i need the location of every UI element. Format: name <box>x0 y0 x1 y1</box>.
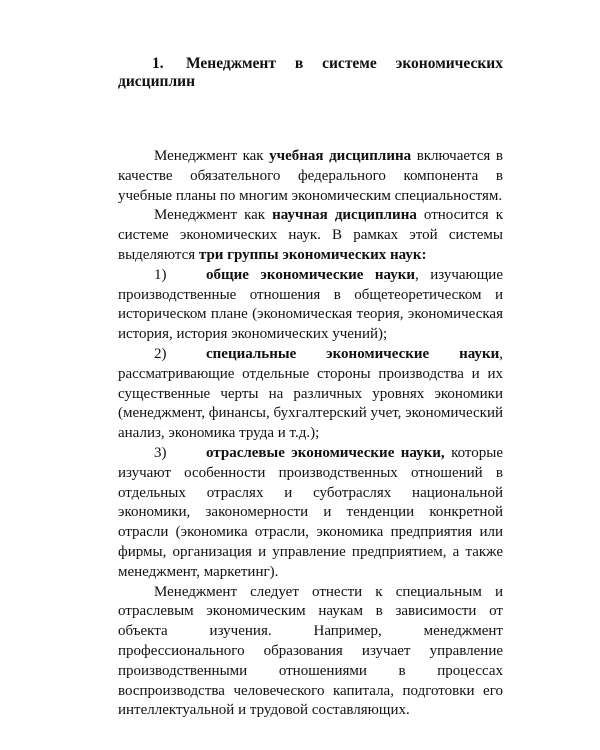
paragraph-2-text-middle: относится к системе экономических наук. В рамках этой системы выделяются <box>118 207 503 263</box>
list-item-text: , рассматривающие отдельные стороны производства и их существенные черты на различных уровнях экономики (менеджмент, финансы, бухгалтерский учет, экономический анализ, экономика труда и т.д.); <box>118 345 503 442</box>
list-item <box>118 444 503 583</box>
section-number: 1. <box>152 55 164 72</box>
paragraph-1-bold-term: учебная дисциплина <box>269 148 412 164</box>
list-item-bold-term: специальные экономические науки <box>206 345 500 362</box>
list-item-text: которые изучают особенности производственных отношений в отдельных отраслях и суботраслях национальной экономики, закономерности и тенденции конкретной отрасли (экономика отрасли, экономика предприятия или фирмы, организация и управление предприятием, а также менеджмент, маркетинг). <box>118 444 503 580</box>
paragraph-2-bold-groups: три группы экономических наук: <box>198 246 427 263</box>
paragraph-1 <box>118 147 503 206</box>
list-item <box>118 345 503 444</box>
section-heading <box>118 55 503 91</box>
paragraph-2-bold-term: научная дисциплина <box>272 207 417 224</box>
paragraph-1-text-start: Менеджмент как <box>154 148 270 164</box>
paragraph-2 <box>118 206 503 265</box>
paragraph-1-text-end: включается в качестве обязательного федерального компонента в учебные планы по многим экономическим специальностям. <box>118 148 503 204</box>
list-item <box>118 266 503 345</box>
document-body <box>118 147 503 721</box>
list-item-text: , изучающие производственные отношения в общетеоретическом и историческом плане (экономическая теория, экономическая история, история экономических учений); <box>118 266 503 343</box>
document-page <box>118 55 503 721</box>
list-item-number: 1) <box>154 266 167 283</box>
list-item-bold-term: общие экономические науки <box>206 266 416 283</box>
paragraph-3: Менеджмент следует отнести к специальным и отраслевым экономическим наукам в зависимости от объекта изучения. Например, менеджмент профессионального образования изучает управление производственными отношениями в процессах воспроизводства человеческого капитала, подготовки его интеллектуальной и трудовой составляющих. <box>118 583 503 719</box>
section-title: Менеджмент в системе экономических дисциплин <box>118 55 503 90</box>
paragraph-2-text-start: Менеджмент как <box>154 207 273 224</box>
list-item-number: 3) <box>154 444 167 461</box>
list-item-number: 2) <box>154 345 167 362</box>
list-item-bold-term: отраслевые экономические науки, <box>206 444 445 461</box>
